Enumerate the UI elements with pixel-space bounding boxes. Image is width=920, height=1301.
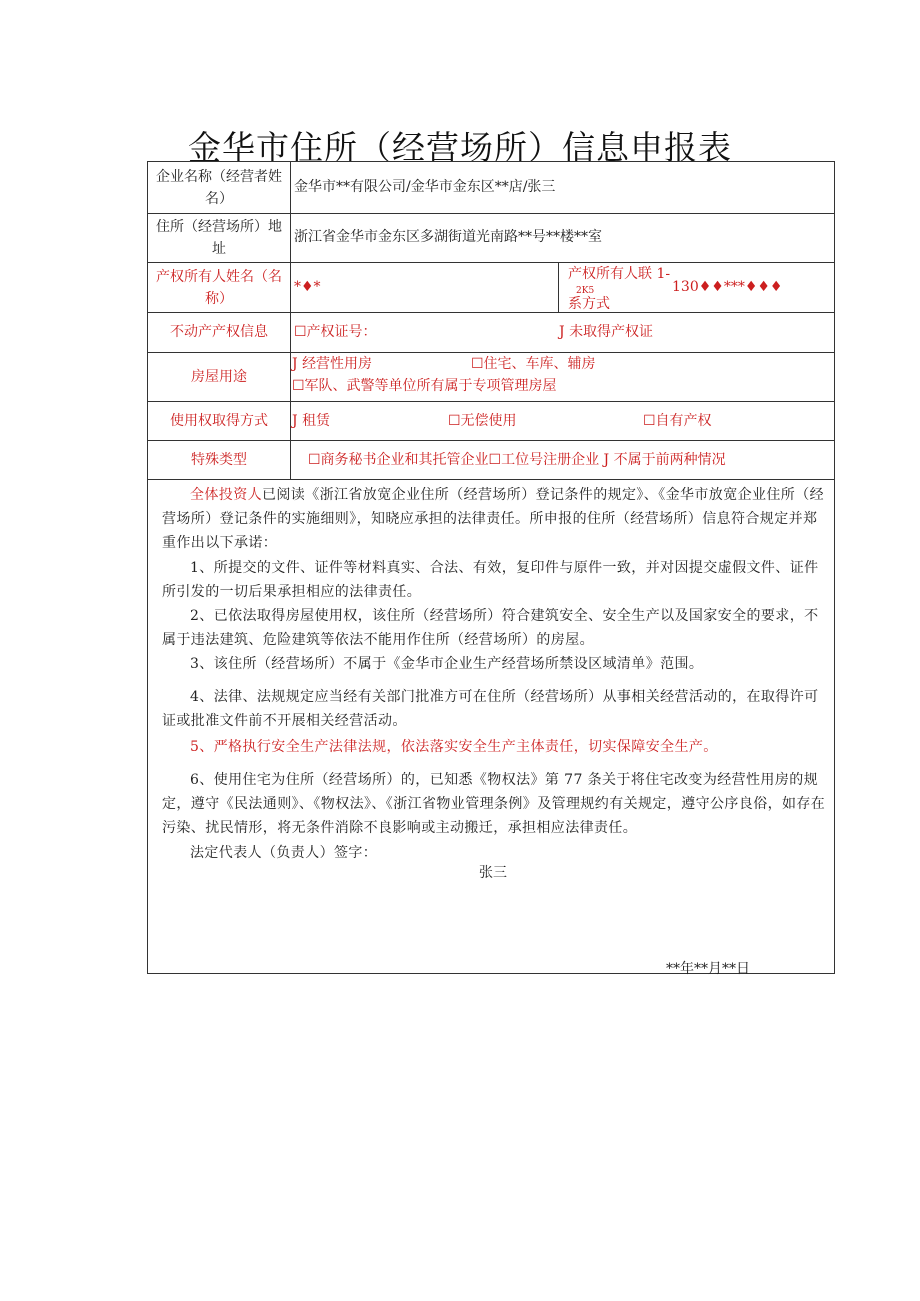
enterprise-value: 金华市**有限公司/金华市金东区**店/张三	[294, 179, 556, 195]
acquire-option-free: ☐无偿使用	[448, 413, 517, 429]
property-label: 不动产产权信息	[170, 324, 268, 340]
owner-contact-label-2: 系方式	[568, 296, 610, 312]
signature: 张三	[479, 865, 507, 881]
owner-label: 产权所有人姓名（名称）	[156, 269, 282, 307]
sign-label: 法定代表人（负责人）签字：	[190, 845, 378, 861]
commitment-item-4: 4、法律、法规规定应当经有关部门批准方可在住所（经营场所）从事相关经营活动的，在取得许可证或批准文件前不开展相关经营活动。	[162, 689, 819, 729]
enterprise-label: 企业名称（经营者姓名）	[156, 169, 282, 207]
page-title: 金华市住所（经营场所）信息申报表	[188, 128, 732, 167]
commitment-intro-text: 已阅读《浙江省放宽企业住所（经营场所）登记条件的规定》、《金华市放宽企业住所（经营场所）登记条件的实施细则》，知晓应承担的法律责任。所申报的住所（经营场所）信息符合规定并郑重作出以下承诺：	[162, 487, 824, 551]
acquire-option-lease: J 租赁	[292, 413, 331, 429]
column-divider	[558, 262, 559, 312]
address-label: 住所（经营场所）地址	[156, 219, 282, 257]
row-divider	[148, 262, 834, 263]
property-option-none: J 未取得产权证	[559, 324, 654, 340]
commitment-item-1: 1、所提交的文件、证件等材料真实、合法、有效，复印件与原件一致，并对因提交虚假文件、证件所引发的一切后果承担相应的法律责任。	[162, 560, 819, 600]
row-divider	[148, 440, 834, 441]
owner-contact-value: 130♦♦***♦♦♦	[672, 279, 783, 295]
commitment-item-3: 3、该住所（经营场所）不属于《金华市企业生产经营场所禁设区域清单》范围。	[190, 656, 704, 672]
usage-option-business: J 经营性用房	[292, 356, 373, 372]
special-label: 特殊类型	[191, 452, 247, 468]
acquire-label: 使用权取得方式	[170, 413, 268, 429]
row-divider	[148, 401, 834, 402]
owner-contact-label: 产权所有人联 1-	[568, 266, 671, 282]
usage-option-military: ☐军队、武警等单位所有属于专项管理房屋	[292, 378, 557, 394]
row-divider	[148, 213, 834, 214]
acquire-option-own: ☐自有产权	[643, 413, 712, 429]
usage-option-residence: ☐住宅、车库、辅房	[471, 356, 596, 372]
row-divider	[148, 479, 834, 480]
address-value: 浙江省金华市金东区多湖街道光南路**号**楼**室	[294, 229, 602, 245]
owner-contact-small: 2K5	[576, 286, 595, 296]
commitment-item-6: 6、使用住宅为住所（经营场所）的，已知悉《物权法》第 77 条关于将住宅改变为经营性用房的规定，遵守《民法通则》、《物权法》、《浙江省物业管理条例》及管理规约有关规定，遵守公序良俗，如存在污染、扰民情形，将无条件消除不良影响或主动搬迁，承担相应法律责任。	[162, 772, 826, 836]
row-divider	[148, 312, 834, 313]
owner-value: *♦*	[294, 279, 321, 295]
column-divider	[290, 162, 291, 479]
declaration-table	[147, 161, 835, 977]
usage-label: 房屋用途	[191, 369, 247, 385]
commitment-intro-red: 全体投资人	[190, 487, 262, 503]
property-option-cert: ☐产权证号：	[294, 324, 377, 340]
commitment-item-5: 5、严格执行安全生产法律法规，依法落实安全生产主体责任，切实保障安全生产。	[190, 739, 718, 755]
commitment-intro	[162, 483, 826, 555]
sign-date: **年**月**日	[666, 961, 750, 977]
special-value: ☐商务秘书企业和其托管企业☐工位号注册企业 J 不属于前两种情况	[308, 452, 726, 468]
commitment-item-2: 2、已依法取得房屋使用权，该住所（经营场所）符合建筑安全、安全生产以及国家安全的要求，不属于违法建筑、危险建筑等依法不能用作住所（经营场所）的房屋。	[162, 608, 819, 648]
